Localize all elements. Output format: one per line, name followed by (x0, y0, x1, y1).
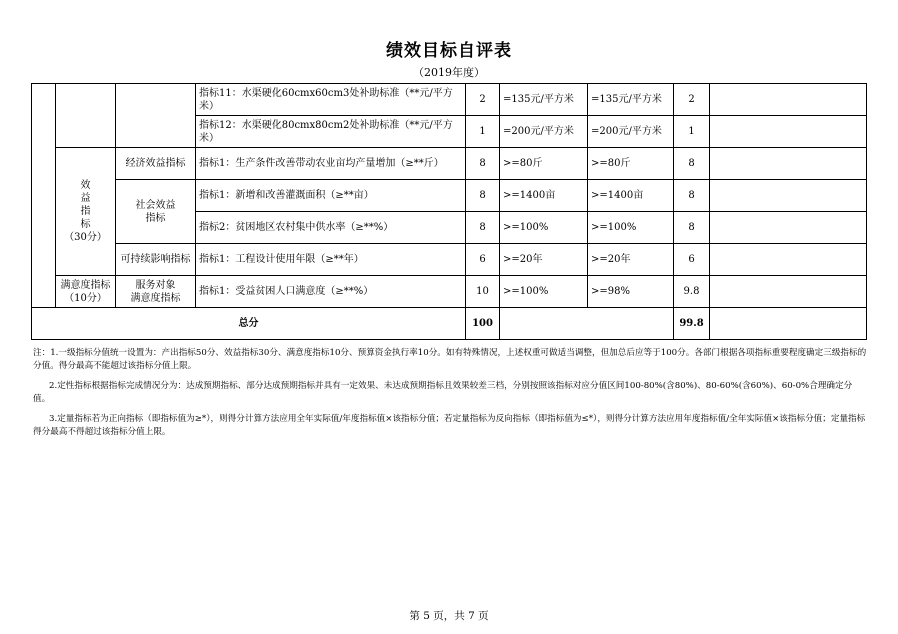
total-remark-cell (710, 308, 867, 340)
page-number: 第 5 页，共 7 页 (409, 610, 489, 622)
remark-cell (710, 244, 867, 276)
target-cell: =200元/平方米 (500, 116, 588, 148)
indicator-cell: 指标11：水渠硬化60cmx60cm3处补助标准（**元/平方米） (196, 84, 466, 116)
remark-cell (710, 212, 867, 244)
remark-cell (710, 148, 867, 180)
indicator-cell: 指标1：生产条件改善带动农业亩均产量增加（≥**斤） (196, 148, 466, 180)
actual-cell: =135元/平方米 (588, 84, 674, 116)
score-cell: 2 (674, 84, 710, 116)
level1-benefit-cell: 效 益 指 标 （30分） (56, 148, 116, 276)
target-cell: >=100% (500, 212, 588, 244)
remark-cell (710, 276, 867, 308)
indicator-cell: 指标1：受益贫困人口满意度（≥**%） (196, 276, 466, 308)
table-row (32, 84, 867, 116)
remark-cell (710, 84, 867, 116)
note-3: 3.定量指标若为正向指标（即指标值为≥*），则得分计算方法应用全年实际值/年度指标值×该指标分值；若定量指标为反向指标（即指标值为≤*），则得分计算方法应用年度指标值/全年实际值×该指标分值；定量指标得分最高不得超过该指标分值上限。 (33, 413, 866, 438)
score-cell: 8 (674, 148, 710, 180)
indicator-cell: 指标1：工程设计使用年限（≥**年） (196, 244, 466, 276)
table-row (32, 244, 867, 276)
page-subtitle: （2019年度） (413, 66, 485, 79)
total-weight: 100 (466, 308, 500, 340)
actual-cell: >=98% (588, 276, 674, 308)
total-blank-cell (500, 308, 674, 340)
target-cell: >=100% (500, 276, 588, 308)
left-blank-cell (32, 84, 56, 308)
score-cell: 1 (674, 116, 710, 148)
table-row (32, 148, 867, 180)
table-row (32, 276, 867, 308)
indicator-cell: 指标1：新增和改善灌溉面积（≥**亩） (196, 180, 466, 212)
weight-cell: 2 (466, 84, 500, 116)
level1-satisfaction-cell: 满意度指标 （10分） (56, 276, 116, 308)
weight-cell: 8 (466, 148, 500, 180)
remark-cell (710, 180, 867, 212)
actual-cell: >=20年 (588, 244, 674, 276)
target-cell: >=20年 (500, 244, 588, 276)
weight-cell: 8 (466, 212, 500, 244)
note-1: 注：1.一级指标分值统一设置为：产出指标50分、效益指标30分、满意度指标10分、预算资金执行率10分。如有特殊情况，上述权重可做适当调整，但加总后应等于100分。各部门根据各项指标重要程度确定三级指标的分值。得分最高不能超过该指标分值上限。 (33, 348, 867, 372)
score-cell: 9.8 (674, 276, 710, 308)
level2-cell: 可持续影响指标 (116, 244, 196, 276)
notes-section (33, 347, 867, 445)
indicator-cell: 指标12：水渠硬化80cmx80cm2处补助标准（**元/平方米） (196, 116, 466, 148)
weight-cell: 8 (466, 180, 500, 212)
performance-table (31, 83, 867, 340)
actual-cell: =200元/平方米 (588, 116, 674, 148)
note-2: 2.定性指标根据指标完成情况分为：达成预期指标、部分达成预期指标并具有一定效果、未达成预期指标且效果较差三档，分别按照该指标对应分值区间100-80%(含80%)、80-60%(含60%)、60-0%合理确定分值。 (33, 380, 853, 405)
actual-cell: >=80斤 (588, 148, 674, 180)
score-cell: 8 (674, 212, 710, 244)
score-cell: 8 (674, 180, 710, 212)
level2-cell: 服务对象 满意度指标 (116, 276, 196, 308)
table-row (32, 180, 867, 212)
target-cell: >=1400亩 (500, 180, 588, 212)
level2-cell: 经济效益指标 (116, 148, 196, 180)
score-cell: 6 (674, 244, 710, 276)
target-cell: =135元/平方米 (500, 84, 588, 116)
level2-cell: 社会效益 指标 (116, 180, 196, 244)
target-cell: >=80斤 (500, 148, 588, 180)
actual-cell: >=100% (588, 212, 674, 244)
weight-cell: 6 (466, 244, 500, 276)
level1-blank-cell (56, 84, 116, 148)
remark-cell (710, 116, 867, 148)
actual-cell: >=1400亩 (588, 180, 674, 212)
total-label: 总分 (32, 308, 466, 340)
weight-cell: 1 (466, 116, 500, 148)
total-row (32, 308, 867, 340)
indicator-cell: 指标2：贫困地区农村集中供水率（≥**%） (196, 212, 466, 244)
weight-cell: 10 (466, 276, 500, 308)
total-score: 99.8 (674, 308, 710, 340)
page-title: 绩效目标自评表 (386, 41, 512, 61)
level2-blank-cell (116, 84, 196, 148)
